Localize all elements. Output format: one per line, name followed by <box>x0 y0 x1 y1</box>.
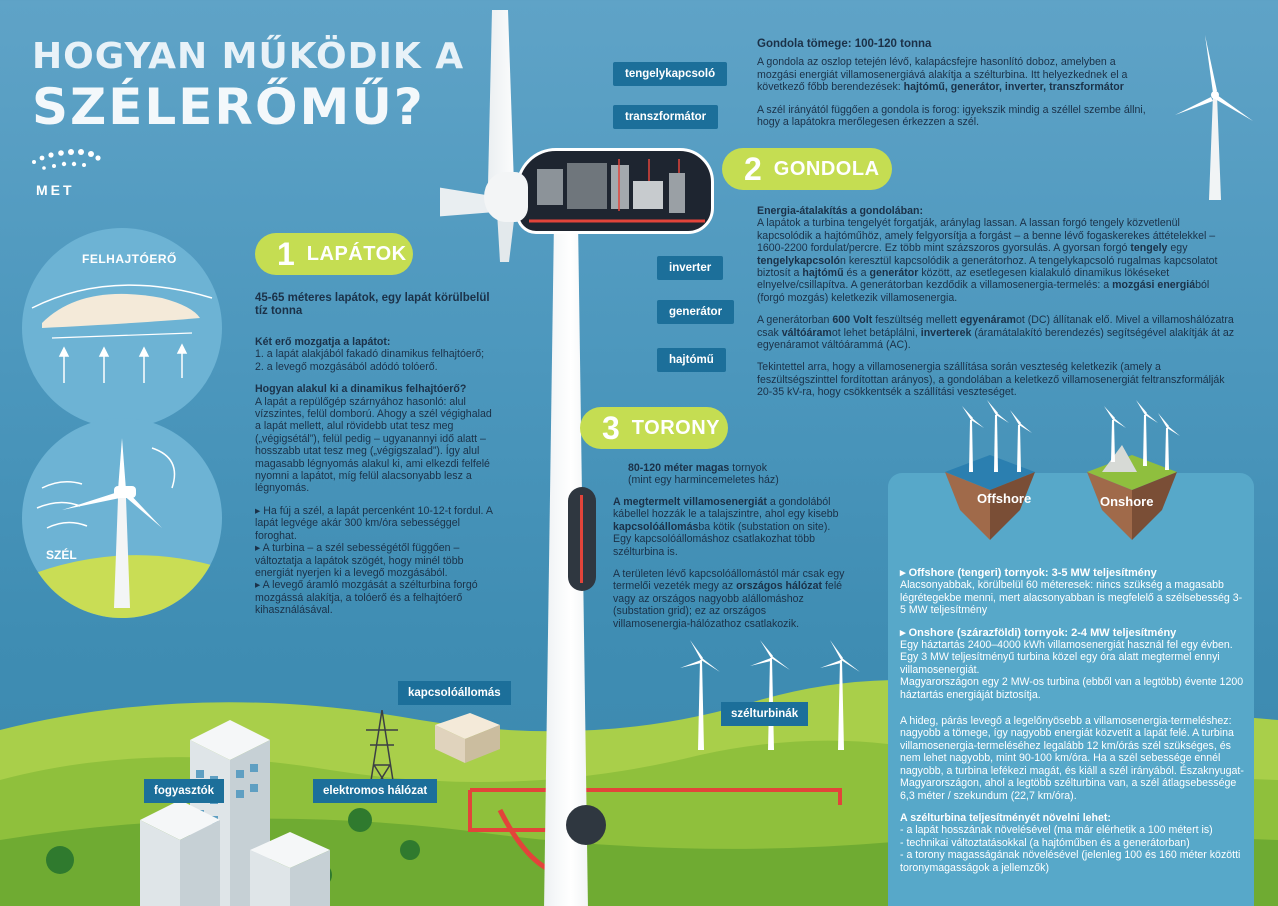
substation-icon <box>425 705 505 765</box>
improve-item-1: - a lapát hosszának növelésével (ma már elérhetik a 100 métert is) <box>900 824 1213 837</box>
section-1-text <box>255 292 495 617</box>
energy-para-2: A generátorban 600 Volt feszültség mellett egyenáramot (DC) állítanak elő. Mivel a villamoshálózatra csak váltóáramot lehet betáplálni, inverterek (áramátalakító berendezés) segítségével alakítják át az egyenáramot váltóárammá (AC). <box>757 314 1235 352</box>
energy-heading: Energia-átalakítás a gondolában: <box>757 205 924 217</box>
forces-heading: Két erő mozgatja a lapátot: <box>255 336 391 348</box>
gondola-weight: Gondola tömege: 100-120 tonna <box>757 38 932 50</box>
gondola-equipment: hajtómű, generátor, inverter, transzformátor <box>903 81 1124 94</box>
met-logo-text: MET <box>36 182 75 198</box>
section-2-pill <box>722 148 892 190</box>
section-2-text <box>757 205 1237 399</box>
label-hajtomu: hajtómű <box>657 348 726 372</box>
gondola-desc: A gondola az oszlop tetején lévő, kalapácsfejre hasonlító doboz, amelyben a mozgási energiát villamosenergiává alakítja a szélturbina. Itt helyezkednek el a következő főbb berendezések: <box>757 56 1128 94</box>
small-turbines-icon <box>680 640 880 750</box>
offshore-text: Alacsonyabbak, körülbelül 60 méteresek: nincs szükség a magasabb légrétegekbe menni, mert alacsonyabban is megfelelő a szélsebesség 3-5 MW teljesítmény <box>900 579 1243 617</box>
tower-cable <box>580 495 583 583</box>
wind-diagram <box>22 418 222 618</box>
blade-subtitle: 45-65 méteres lapátok, egy lapát körülbelül tíz tonna <box>255 292 490 317</box>
offshore-label: Offshore <box>977 491 1032 506</box>
section-3-title: TORONY <box>631 416 720 439</box>
tower-height: 80-120 méter magas tornyok (mint egy harmincemeletes ház) <box>628 462 779 487</box>
improve-item-3: - a torony magasságának növelésével (jelenleg 100 és 160 méter közötti toronymagasságok a jellemzők) <box>900 849 1241 874</box>
tower-para-2: A területen lévő kapcsolóállomástól már csak egy termelői vezeték megy az országos hálózat felé vagy az országos nagyobb alállomáshoz (substation grid); ez az országos villamosenergia-hálózathoz csatlakozik. <box>613 568 845 630</box>
tower-base-circle <box>566 805 606 845</box>
improve-heading: A szélturbina teljesítményét növelni lehet: <box>900 811 1111 824</box>
page-title-line2: SZÉLERŐMŰ? <box>32 78 425 136</box>
turbine-hub <box>484 172 528 222</box>
section-3-number: 3 <box>602 409 620 446</box>
blade-bullet-3: ▸ A levegő áramló mozgását a szélturbina forgó mozgássá alakítja, a tolóerő és a felhajtóerő kihasználásával. <box>255 579 478 617</box>
forces-item-2: 2. a levegő mozgásából adódó tolóerő. <box>255 360 438 373</box>
label-turbines: szélturbinák <box>721 702 808 726</box>
turbine-illustration-icon <box>1175 35 1255 200</box>
section-1-number: 1 <box>277 235 295 272</box>
label-inverter: inverter <box>657 256 723 280</box>
lift-text: A lapát a repülőgép szárnyához hasonló: alul vízszintes, felül domború. Ahogy a szél végighalad a lapát mellett, alul rövidebb utat tesz meg („végigsétál”), felül pedig – ugyanannyi idő alatt – hosszabb utat tesz meg („végigszalad”). Így alul magasabb légnyomás alakul ki, ami elkezdi felfelé nyomni a lapátot, míg felül alacsonyabb lesz a légnyomás. <box>255 395 492 495</box>
gondola-intro <box>757 38 1147 128</box>
wind-label: SZÉL <box>46 548 77 562</box>
right-panel-text <box>900 567 1245 874</box>
section-1-pill <box>255 233 413 275</box>
energy-para-3: Tekintettel arra, hogy a villamosenergia szállítása során veszteség keletkezik (amely a feszültségszinttel fordítottan arányos), a gondolában a keletkező villamosenergiát feltranszformálják 20-35 kV-ra, hogy csökkentsék a szállítási veszteséget. <box>757 361 1225 399</box>
page-title-line1: HOGYAN MŰKÖDIK A <box>32 36 465 77</box>
label-grid: elektromos hálózat <box>313 779 437 803</box>
offshore-heading: ▸ Offshore (tengeri) tornyok: 3-5 MW teljesítmény <box>900 567 1157 579</box>
air-text: A hideg, párás levegő a legelőnyösebb a villamosenergia-termeléshez: nagyobb a tömege, így nagyobb energiát közvetít a lapát felé. A turbina villamosenergia-termeléséhez legalább 12 km/órás szél szükséges, és nem lehet nagyobb, mint 90-100 km/óra. Ha a szél sebessége ennél nagyobb, a turbina lefékezi magát, és kiáll a szél irányából. Északnyugat-Magyarországon, ahol a legtöbb szélturbina van, a szél átlagsebessége 6,3 méter / szekundum (22,7 km/óra). <box>900 715 1244 802</box>
section-3-text <box>613 496 845 630</box>
label-generator: generátor <box>657 300 734 324</box>
improve-item-2: - technikai változtatásokkal (a hajtóműben és a generátorban) <box>900 836 1190 849</box>
turbine-nacelle <box>516 148 714 234</box>
lift-heading: Hogyan alakul ki a dinamikus felhajtóerő? <box>255 383 467 396</box>
onshore-heading: ▸ Onshore (szárazföldi) tornyok: 2-4 MW teljesítmény <box>900 626 1177 639</box>
lift-label: FELHAJTÓERŐ <box>82 252 177 266</box>
label-tengelykapcsolo: tengelykapcsoló <box>613 62 727 86</box>
blade-bullet-1: ▸ Ha fúj a szél, a lapát percenként 10-12-t fordul. A lapát legvége akár 300 km/óra sebességgel foroghat. <box>255 504 493 542</box>
label-transzformator: transzformátor <box>613 105 718 129</box>
label-substation: kapcsolóállomás <box>398 681 511 705</box>
section-2-title: GONDOLA <box>773 157 880 180</box>
blade-bullet-2: ▸ A turbina – a szél sebességétől függően – változtatja a lapátok szögét, hogy minél több energiát nyerjen ki a levegő mozgásából. <box>255 542 464 579</box>
energy-para-1: A lapátok a turbina tengelyét forgatják, aránylag lassan. A lassan forgó tengely közvetlenül kapcsolódik a hajtóműhöz, amely felgyorsítja a forgást – a benne lévő fogaskerekes áttételekkel – 1600-2200 fordulat/percre. Ez több mint százszoros gyorsulás. A gyorsan forgó tengely egy tengelykapcsolón keresztül kapcsolódik a generátorhoz. A tengelykapcsoló rugalmas kapcsolatot biztosít a hajtómű és a generátor között, az esetlegesen kialakuló dinamikus lökéseket elnyelve/csillapítva. A generátorban kezdődik a villamosenergia-termelés: a mozgási energiából (forgó mozgás) keletkezik villamosenergia. <box>757 217 1218 304</box>
section-2-number: 2 <box>744 150 762 187</box>
onshore-text-1: Egy háztartás 2400–4000 kWh villamosenergiát használ fel egy évben. Egy 3 MW teljesítményű turbina közel egy óra alatt megtermel ennyi villamosenergiát. <box>900 639 1233 676</box>
forces-item-1: 1. a lapát alakjából fakadó dinamikus felhajtóerő; <box>255 348 485 361</box>
offshore-island-icon <box>940 400 1040 550</box>
onshore-label: Onshore <box>1100 494 1154 509</box>
section-1-title: LAPÁTOK <box>306 242 407 265</box>
buildings-icon <box>140 720 340 906</box>
tower-para-1: A megtermelt villamosenergiát a gondolából kábellel hozzák le a talajszintre, ahol egy kisebb kapcsolóállomásba kötik (substation on site). Egy kapcsolóállomáshoz csatlakozhat több szélturbina is. <box>613 496 839 558</box>
section-3-pill <box>580 407 728 449</box>
label-consumers: fogyasztók <box>144 779 224 803</box>
gondola-rotation: A szél irányától függően a gondola is forog: igyekszik mindig a széllel szembe állni, hogy a lapátokra merőlegesen érkezzen a szél. <box>757 103 1146 129</box>
onshore-text-2: Magyarországon egy 2 MW-os turbina (ebből van a legtöbb) évente 1200 háztartás energiáját biztosítja. <box>900 676 1244 701</box>
onshore-island-icon <box>1082 400 1182 550</box>
turbine-blade-top <box>480 10 520 185</box>
